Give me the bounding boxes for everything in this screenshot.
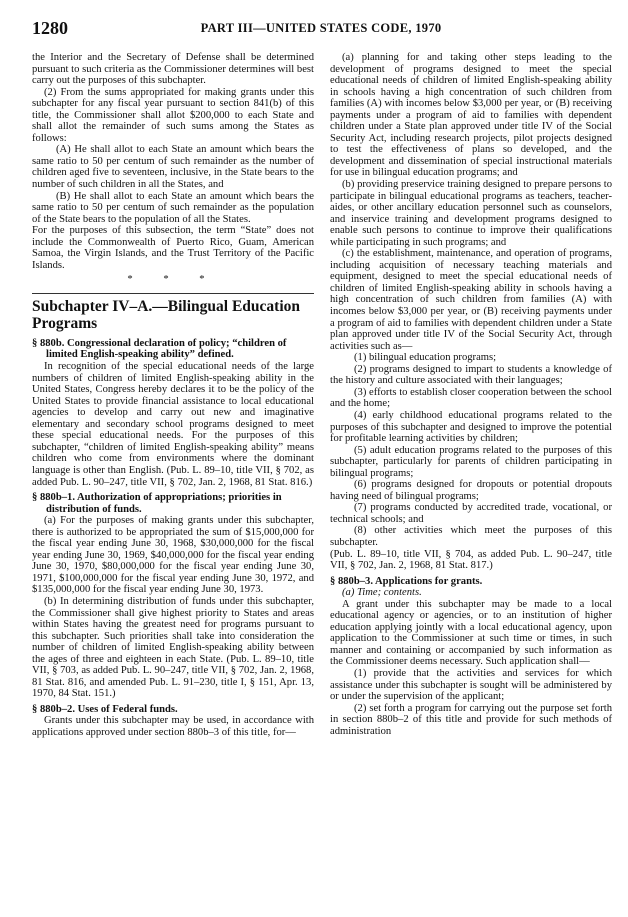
- paragraph: (B) He shall allot to each State an amount which bears the same ratio to 50 per centum of such remainder as the population of the State bears to the population of all the States.: [32, 190, 314, 225]
- subsection-label: [330, 587, 612, 599]
- list-item: (6) programs designed for dropouts or potential dropouts having need of bilingual programs;: [330, 479, 612, 502]
- list-item: (2) programs designed to impart to students a knowledge of the history and culture associated with their languages;: [330, 363, 612, 387]
- paragraph: (b) providing preservice training designed to prepare persons to participate in bilingual educational programs as teachers, teacher-aides, or other ancillary education personnel such as counselors, and inservice training and development programs designed to enable such persons to continue to improve their qualifications while participating in such programs; and: [330, 179, 612, 248]
- section-heading: § 880b. Congressional declaration of policy; “children of limited English-speaking ability” defined.: [32, 337, 287, 361]
- list-item: (7) programs conducted by accredited trade, vocational, or technical schools; and: [330, 502, 612, 525]
- list-item: (4) early childhood educational programs related to the purposes of this subchapter and designed to improve the potential for profitable learning activities by children;: [330, 409, 612, 445]
- list-item: (3) efforts to establish closer cooperation between the school and the home;: [330, 386, 612, 410]
- paragraph: (A) He shall allot to each State an amount which bears the same ratio to 50 per centum of such remainder as the number of children aged five to seventeen, inclusive, in the State bears to the number of such children in all the States, and: [32, 144, 314, 191]
- list-item: (1) bilingual education programs;: [354, 352, 497, 364]
- paragraph: For the purposes of this subsection, the term “State” does not include the Commonwealth of Puerto Rico, Guam, American Samoa, the Virgin Islands, and the Trust Territory of the Pacific Islands.: [32, 225, 314, 271]
- paragraph: A grant under this subchapter may be made to a local educational agency or agencies, or to an institution of higher education applying jointly with a local educational agency, upon application to the Commissioner at such time or times, in such manner and containing or accompanied by such information as the Commissioner deems necessary. Such application shall—: [330, 598, 612, 668]
- page-number: 1280: [32, 18, 68, 38]
- list-item: (2) set forth a program for carrying out the purpose set forth in section 880b–2 of this title and provide for such methods of administration: [330, 702, 612, 737]
- paragraph: the Interior and the Secretary of Defense shall be determined pursuant to such criteria as the Commissioner determines will best carry out the purposes of this subchapter.: [32, 52, 314, 87]
- paragraph: (c) the establishment, maintenance, and operation of programs, including acquisition of necessary teaching materials and equipment, designed to meet the special educational needs of children of limited English-speaking ability in schools having a high concentration of such children from families (A) with incomes below $3,000 per year, or (B) receiving payments under a program of aid to families with dependent children under a State plan approved under title IV of the Social Security Act, through activities such as—: [330, 248, 612, 352]
- left-column: [32, 52, 314, 739]
- list-item: (5) adult education programs related to the purposes of this subchapter, particularly for parents of children participating in bilingual programs;: [330, 444, 612, 479]
- subchapter-heading: Subchapter IV–A.—Bilingual Education Programs: [32, 297, 301, 332]
- section-heading: § 880b–2. Uses of Federal funds.: [32, 703, 178, 715]
- section-break-stars: * * *: [127, 274, 219, 286]
- paragraph: In recognition of the special educational needs of the large numbers of children of limited English-speaking ability in the United States, Congress hereby declares it to be the policy of the United States to provide financial assistance to local educational agencies to develop and carry out new and imaginative elementary and secondary school programs designed to meet these special educational needs. For the purposes of this subchapter, “children of limited English-speaking ability” means children who come from environments where the dominant language is other than English. (Pub. L. 89–10, title VII, § 702, as added Pub. L. 90–247, title VII, § 702, Jan. 2, 1968, 81 Stat. 816.): [32, 361, 314, 488]
- section-heading: § 880b–1. Authorization of appropriations; priorities in distribution of funds.: [32, 492, 282, 515]
- section-heading: § 880b–3. Applications for grants.: [330, 575, 483, 587]
- subsection-label-text: (a) Time; contents.: [342, 587, 422, 599]
- citation: (Pub. L. 89–10, title VII, § 704, as added Pub. L. 90–247, title VII, § 702, Jan. 2, 1968, 81 Stat. 817.): [330, 548, 612, 572]
- paragraph: (b) In determining distribution of funds under this subchapter, the Commissioner shall give highest priority to States and areas within States having the greatest need for programs pursuant to this subchapter. Such priorities shall take into consideration the number of children of limited English-speaking ability between the ages of three and eighteen in each State. (Pub. L. 89–10, title VII, § 703, as added Pub. L. 90–247, title VII, § 702, Jan. 2, 1968, 81 Stat. 816, and amended Pub. L. 91–230, title I, § 151, Apr. 13, 1970, 84 Stat. 151.): [32, 595, 314, 700]
- running-title: PART III—UNITED STATES CODE, 1970: [200, 21, 442, 35]
- right-column: [330, 52, 612, 737]
- page-header: [32, 18, 610, 42]
- paragraph: Grants under this subchapter may be used, in accordance with applications approved under section 880b–3 of this title, for—: [32, 715, 314, 738]
- paragraph: (a) planning for and taking other steps leading to the development of programs designed to meet the special educational needs of children of limited English-speaking ability in schools having a high concentration of such children from families (A) with incomes below $3,000 per year, or (B) receiving payments under a program of aid to families with dependent children under a State plan approved under title IV of the Social Security Act, including research projects, pilot projects designed to test the effectiveness of plans so developed, and the development and dissemination of special instructional materials for use in bilingual education programs; and: [330, 52, 612, 179]
- paragraph: (a) For the purposes of making grants under this subchapter, there is authorized to be appropriated the sum of $15,000,000 for the fiscal year ending June 30, 1968, $30,000,000 for the fiscal year ending June 30, 1969, $40,000,000 for the fiscal year ending June 30, 1970, $80,000,000 for the fiscal year ending June 30, 1971, $100,000,000 for the fiscal year ending June 30, 1972, and $135,000,000 for the fiscal year ending June 30, 1973.: [32, 515, 314, 596]
- list-item: (1) provide that the activities and services for which assistance under this subchapter is sought will be administered by or under the supervision of the applicant;: [330, 667, 612, 703]
- divider: [32, 293, 314, 294]
- paragraph: (2) From the sums appropriated for making grants under this subchapter for any fiscal year pursuant to section 841(b) of this title, the Commissioner shall allot $200,000 to each State and shall allot the remainder of such sums among the States as follows:: [32, 86, 314, 144]
- list-item: (8) other activities which meet the purposes of this subchapter.: [330, 525, 612, 548]
